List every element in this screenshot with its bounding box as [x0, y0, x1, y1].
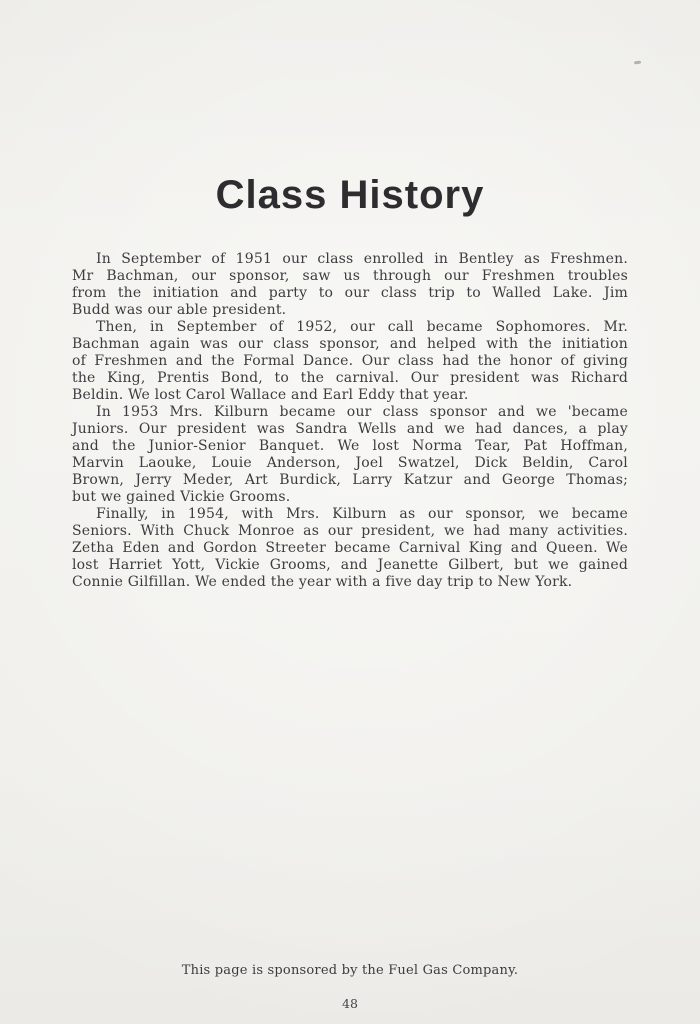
- text-line: Mr Bachman, our sponsor, saw us through our Freshmen troubles: [72, 268, 628, 284]
- text-line: of Freshmen and the Formal Dance. Our class had the honor of giving: [72, 353, 628, 369]
- page-title: Class History: [215, 172, 485, 217]
- text-line: Bachman again was our class sponsor, and helped with the initiation: [72, 336, 628, 352]
- text-line: but we gained Vickie Grooms.: [72, 489, 291, 505]
- paper-speck: [634, 61, 641, 64]
- page-number: 48: [342, 996, 358, 1011]
- text-line: Brown, Jerry Meder, Art Burdick, Larry Katzur and George Thomas;: [72, 472, 628, 488]
- text-line: In September of 1951 our class enrolled in Bentley as Freshmen.: [96, 251, 628, 267]
- paragraph-freshman-year: [72, 251, 628, 319]
- text-line: Juniors. Our president was Sandra Wells and we had dances, a play: [72, 421, 628, 437]
- text-line: Beldin. We lost Carol Wallace and Earl Eddy that year.: [72, 387, 469, 403]
- sponsor-credit: This page is sponsored by the Fuel Gas Company.: [181, 963, 519, 978]
- text-line: In 1953 Mrs. Kilburn became our class sponsor and we 'became: [96, 404, 628, 420]
- text-line: Finally, in 1954, with Mrs. Kilburn as our sponsor, we became: [96, 506, 628, 522]
- text-line: Marvin Laouke, Louie Anderson, Joel Swatzel, Dick Beldin, Carol: [72, 455, 628, 471]
- text-line: from the initiation and party to our class trip to Walled Lake. Jim: [72, 285, 628, 301]
- text-line: Then, in September of 1952, our call became Sophomores. Mr.: [96, 319, 628, 335]
- text-line: and the Junior-Senior Banquet. We lost Norma Tear, Pat Hoffman,: [72, 438, 628, 454]
- text-line: Seniors. With Chuck Monroe as our president, we had many activities.: [72, 523, 628, 539]
- paragraph-sophomore-year: [72, 319, 628, 404]
- text-line: lost Harriet Yott, Vickie Grooms, and Jeanette Gilbert, but we gained: [72, 557, 628, 573]
- text-line: the King, Prentis Bond, to the carnival. Our president was Richard: [72, 370, 628, 386]
- paragraph-junior-year: [72, 404, 628, 506]
- text-line: Zetha Eden and Gordon Streeter became Carnival King and Queen. We: [72, 540, 628, 556]
- text-line: Budd was our able president.: [72, 302, 287, 318]
- text-line: Connie Gilfillan. We ended the year with a five day trip to New York.: [72, 574, 573, 590]
- paragraph-senior-year: [72, 506, 628, 591]
- class-history-text: [72, 251, 628, 591]
